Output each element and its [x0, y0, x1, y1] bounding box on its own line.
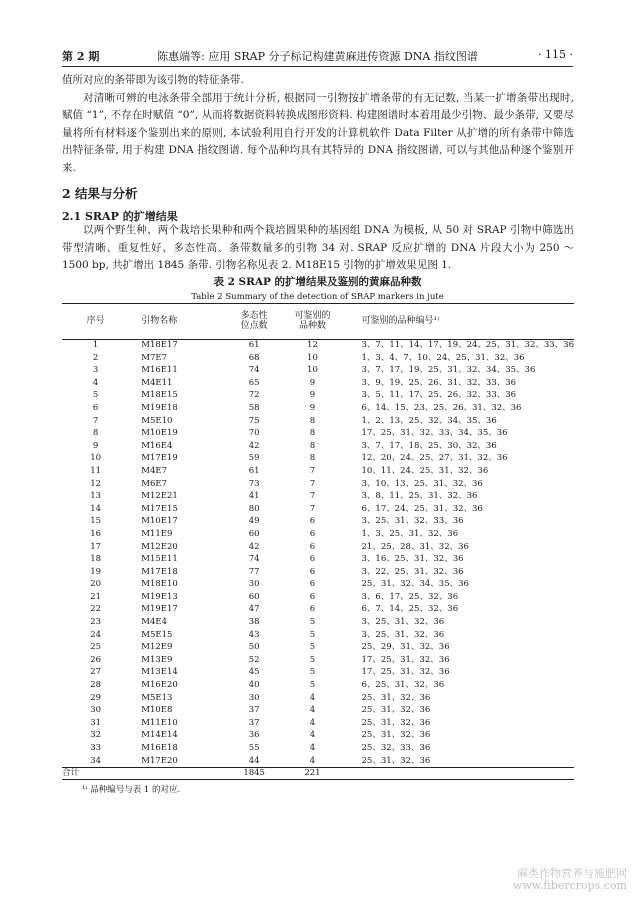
cell-no: 26: [90, 654, 102, 665]
total-identified: 221: [304, 768, 321, 779]
cell-polymorphic: 68: [248, 352, 260, 363]
cell-primer: M19E13: [141, 591, 178, 602]
cell-codes: 3、25、31、32、36: [361, 629, 445, 640]
table-row: [62, 490, 574, 503]
cell-codes: 25、31、32、34、35、36: [361, 579, 469, 590]
table-row: [62, 717, 574, 730]
table-row: [62, 755, 574, 768]
cell-identified: 10: [307, 365, 318, 376]
cell-primer: M12E9: [141, 642, 173, 653]
cell-identified: 5: [309, 617, 316, 628]
cell-polymorphic: 77: [248, 566, 260, 577]
cell-primer: M4E11: [141, 377, 173, 388]
cell-primer: M17E20: [141, 755, 178, 766]
col-header-codes: 可鉴别的品种编号¹⁾: [361, 316, 440, 326]
cell-codes: 17、25、31、32、36: [361, 667, 450, 678]
cell-no: 20: [90, 579, 102, 590]
col-header-polymorphic: 多态性 位点数: [240, 311, 268, 331]
cell-codes: 25、31、32、36: [361, 730, 431, 741]
cell-primer: M17E19: [141, 453, 178, 464]
cell-primer: M17E15: [141, 503, 178, 514]
cell-identified: 8: [309, 440, 316, 451]
table-row: [62, 440, 574, 453]
cell-codes: 3、5、11、17、25、26、32、33、36: [361, 390, 517, 401]
table-row: [62, 704, 574, 717]
table-row: [62, 452, 574, 465]
cell-codes: 3、25、31、32、33、36: [361, 516, 464, 527]
cell-codes: 3、9、19、25、26、31、32、33、36: [361, 377, 517, 388]
cell-primer: M18E10: [141, 579, 178, 590]
cell-identified: 8: [309, 415, 316, 426]
running-header: [62, 48, 573, 64]
cell-primer: M12E21: [141, 491, 178, 502]
cell-codes: 1、3、4、7、10、24、25、31、32、36: [361, 352, 525, 363]
table-caption-en: Table 2 Summary of the detection of SRAP markers in jute: [191, 292, 444, 302]
table-row: [62, 679, 574, 692]
cell-identified: 6: [309, 566, 316, 577]
cell-polymorphic: 49: [248, 516, 260, 527]
cell-no: 4: [92, 377, 99, 388]
cell-identified: 9: [309, 390, 316, 401]
table-row: [62, 692, 574, 705]
cell-no: 16: [90, 528, 102, 539]
cell-identified: 6: [309, 591, 316, 602]
table-row: [62, 503, 574, 516]
table-row: [62, 591, 574, 604]
cell-identified: 7: [309, 503, 316, 514]
cell-no: 19: [90, 566, 102, 577]
cell-identified: 4: [309, 730, 316, 741]
total-label: 合计: [62, 768, 80, 779]
col-header-primer: 引物名称: [141, 316, 178, 326]
table-row: [62, 541, 574, 554]
cell-polymorphic: 30: [248, 692, 260, 703]
subsection-heading-2-1: 2.1 SRAP 的扩增结果: [62, 210, 178, 223]
paragraph-methods: 对清晰可辨的电泳条带全部用于统计分析, 根据同一引物按扩增条带的有无记数, 当某一扩增条带出现时, 赋值 “1”, 不存在时赋值 “0”, 从而将数据资料转换成图形资料. 构建图谱时本着用最少引物、最少条带, 又要尽量将所有材料逐个鉴别出来的原则, 本试验利用自行开发的计算机软件 Data Filter 从扩增的所有条带中筛选出特征条带, 用于构建 DNA 指纹图谱. 每个品种均具有其特异的 DNA 指纹图谱, 可以与其他品种逐个鉴别开来.: [62, 91, 574, 174]
cell-codes: 3、25、31、32、36: [361, 617, 445, 628]
cell-no: 3: [92, 365, 99, 376]
cell-polymorphic: 42: [248, 541, 260, 552]
cell-primer: M4E4: [141, 617, 168, 628]
cell-primer: M19E17: [141, 604, 178, 615]
page-number: · 115 ·: [538, 48, 573, 61]
cell-polymorphic: 80: [248, 503, 260, 514]
cell-codes: 25、31、32、36: [361, 717, 431, 728]
table-caption-cn: 表 2 SRAP 的扩增结果及鉴别的黄麻品种数: [213, 276, 422, 288]
cell-primer: M16E11: [141, 365, 178, 376]
cell-identified: 5: [309, 667, 316, 678]
cell-codes: 6、25、31、32、36: [361, 680, 445, 691]
cell-no: 10: [90, 453, 102, 464]
cell-no: 22: [90, 604, 102, 615]
cell-primer: M19E18: [141, 402, 178, 413]
cell-codes: 3、6、17、25、32、36: [361, 591, 459, 602]
srap-results-table: [62, 303, 574, 780]
cell-codes: 3、7、17、18、25、30、32、36: [361, 440, 497, 451]
cell-identified: 7: [309, 491, 316, 502]
cell-polymorphic: 75: [248, 415, 260, 426]
cell-identified: 7: [309, 465, 316, 476]
cell-no: 15: [90, 516, 102, 527]
cell-identified: 12: [307, 340, 318, 350]
cell-no: 9: [92, 440, 99, 451]
table-row: [62, 528, 574, 541]
cell-no: 34: [90, 755, 102, 766]
cell-identified: 6: [309, 516, 316, 527]
cell-polymorphic: 38: [248, 617, 260, 628]
cell-polymorphic: 74: [248, 365, 260, 376]
table-row: [62, 389, 574, 402]
table-row: [62, 377, 574, 390]
cell-no: 6: [92, 402, 99, 413]
issue-number: 第 2 期: [62, 50, 100, 63]
cell-identified: 7: [309, 478, 316, 489]
table-row: [62, 553, 574, 566]
cell-primer: M18E15: [141, 390, 178, 401]
table-row: [62, 352, 574, 365]
cell-identified: 5: [309, 680, 316, 691]
table-total-row: [62, 767, 574, 780]
cell-polymorphic: 47: [248, 604, 260, 615]
cell-identified: 4: [309, 717, 316, 728]
cell-identified: 5: [309, 654, 316, 665]
cell-primer: M11E9: [141, 528, 173, 539]
header-rule: [62, 66, 573, 67]
cell-no: 21: [90, 591, 102, 602]
cell-primer: M10E8: [141, 705, 173, 716]
cell-polymorphic: 36: [248, 730, 260, 741]
cell-codes: 6、7、14、25、32、36: [361, 604, 459, 615]
cell-polymorphic: 59: [248, 453, 260, 464]
cell-codes: 3、16、25、31、32、36: [361, 554, 464, 565]
cell-polymorphic: 45: [248, 667, 260, 678]
table-row: [62, 427, 574, 440]
cell-codes: 1、3、25、31、32、36: [361, 528, 459, 539]
body-text-results: [62, 222, 574, 275]
table-row: [62, 415, 574, 428]
cell-polymorphic: 55: [248, 743, 260, 753]
cell-primer: M16E4: [141, 440, 173, 451]
cell-polymorphic: 74: [248, 554, 260, 565]
cell-no: 31: [90, 717, 102, 728]
cell-polymorphic: 65: [248, 377, 260, 388]
cell-identified: 6: [309, 554, 316, 565]
cell-polymorphic: 70: [248, 428, 260, 439]
table-row: [62, 566, 574, 579]
cell-no: 8: [92, 428, 99, 439]
cell-primer: M13E14: [141, 667, 178, 678]
table-row: [62, 364, 574, 377]
cell-primer: M16E20: [141, 680, 178, 691]
table-row: [62, 616, 574, 629]
running-title: 陈惠端等: 应用 SRAP 分子标记构建黄麻进传资源 DNA 指纹图谱: [157, 50, 478, 63]
cell-identified: 4: [309, 705, 316, 716]
col-header-no: 序号: [86, 316, 105, 326]
cell-identified: 8: [309, 453, 316, 464]
cell-polymorphic: 72: [248, 390, 260, 401]
cell-polymorphic: 60: [248, 528, 260, 539]
table-row: [62, 465, 574, 478]
cell-primer: M17E18: [141, 566, 178, 577]
watermark-url: www.fibercrops.com: [512, 879, 627, 892]
cell-identified: 4: [309, 755, 316, 766]
cell-codes: 21、25、28、31、32、36: [361, 541, 469, 552]
cell-primer: M11E10: [141, 717, 178, 728]
cell-polymorphic: 42: [248, 440, 260, 451]
cell-primer: M4E7: [141, 465, 168, 476]
cell-polymorphic: 37: [248, 705, 260, 716]
cell-primer: M10E17: [141, 516, 178, 527]
cell-no: 7: [92, 415, 99, 426]
cell-polymorphic: 40: [248, 680, 260, 691]
cell-primer: M13E9: [141, 654, 173, 665]
cell-no: 25: [90, 642, 102, 653]
table-row: [62, 729, 574, 742]
watermark-cn: 麻类作物营养与施肥网: [517, 867, 627, 880]
cell-no: 13: [90, 491, 102, 502]
table-footnote: ¹⁾ 品种编号与表 1 的对应.: [82, 785, 181, 795]
table-row: [62, 478, 574, 491]
cell-polymorphic: 44: [248, 755, 260, 766]
cell-codes: 1、2、13、25、32、34、35、36: [361, 415, 497, 426]
cell-identified: 5: [309, 642, 316, 653]
cell-codes: 3、7、11、14、17、19、24、25、31、32、33、36: [361, 340, 574, 350]
cell-no: 33: [90, 743, 102, 753]
cell-no: 30: [90, 705, 102, 716]
cell-codes: 12、20、24、25、27、31、32、36: [361, 453, 508, 464]
cell-no: 18: [90, 554, 102, 565]
cell-primer: M14E14: [141, 730, 178, 741]
table-row: [62, 654, 574, 667]
cell-identified: 6: [309, 579, 316, 590]
cell-polymorphic: 60: [248, 591, 260, 602]
table-row: [62, 339, 574, 352]
table-row: [62, 578, 574, 591]
cell-no: 17: [90, 541, 102, 552]
continued-line: 值所对应的条带即为该引物的特征条带.: [62, 74, 244, 86]
cell-primer: M6E7: [141, 478, 168, 489]
cell-primer: M16E18: [141, 743, 178, 753]
table-body: [62, 339, 574, 767]
cell-no: 29: [90, 692, 102, 703]
cell-no: 32: [90, 730, 102, 741]
cell-no: 27: [90, 667, 102, 678]
cell-identified: 6: [309, 528, 316, 539]
cell-polymorphic: 30: [248, 579, 260, 590]
cell-identified: 10: [307, 352, 318, 363]
cell-primer: M5E15: [141, 629, 173, 640]
cell-no: 11: [90, 465, 102, 476]
total-polymorphic: 1845: [243, 768, 265, 779]
cell-no: 2: [92, 352, 99, 363]
total-codes-empty: [342, 767, 574, 780]
cell-polymorphic: 73: [248, 478, 260, 489]
cell-primer: M7E7: [141, 352, 168, 363]
cell-identified: 5: [309, 629, 316, 640]
cell-codes: 17、25、31、32、33、34、35、36: [361, 428, 508, 439]
body-text-top: [62, 72, 574, 177]
cell-codes: 25、31、32、36: [361, 755, 431, 766]
cell-polymorphic: 41: [248, 491, 260, 502]
cell-no: 23: [90, 617, 102, 628]
cell-no: 28: [90, 680, 102, 691]
cell-no: 14: [90, 503, 102, 514]
cell-codes: 3、7、17、19、25、31、32、34、35、36: [361, 365, 536, 376]
table-row: [62, 629, 574, 642]
cell-identified: 4: [309, 692, 316, 703]
cell-polymorphic: 58: [248, 402, 260, 413]
cell-polymorphic: 52: [248, 654, 260, 665]
table-header-row: [62, 303, 574, 339]
cell-polymorphic: 61: [248, 340, 260, 350]
cell-identified: 8: [309, 428, 316, 439]
table-row: [62, 742, 574, 755]
cell-codes: 6、17、24、25、31、32、36: [361, 503, 483, 514]
cell-codes: 25、29、31、32、36: [361, 642, 450, 653]
cell-no: 12: [90, 478, 102, 489]
cell-codes: 25、32、33、36: [361, 743, 431, 753]
table-row: [62, 603, 574, 616]
cell-identified: 6: [309, 604, 316, 615]
paragraph-results: 以两个野生种、两个栽培长果种和两个栽培圆果种的基因组 DNA 为模板, 从 50 对 SRAP 引物中筛选出带型清晰、重复性好、多态性高、条带数量多的引物 34 对. SRAP 反应扩增的 DNA 片段大小为 250 ～ 1500 bp, 共扩增出 1845 条带. 引物名称见表 2. M18E15 引物的扩增效果见图 1.: [62, 224, 574, 271]
cell-codes: 10、11、24、25、31、32、36: [361, 465, 489, 476]
cell-identified: 9: [309, 402, 316, 413]
cell-codes: 25、31、32、36: [361, 705, 431, 716]
cell-primer: M18E17: [141, 340, 178, 350]
cell-codes: 17、25、31、32、36: [361, 654, 450, 665]
cell-codes: 6、14、15、23、25、26、31、32、36: [361, 402, 522, 413]
cell-codes: 3、22、25、31、32、36: [361, 566, 464, 577]
table-row: [62, 515, 574, 528]
table-row: [62, 666, 574, 679]
cell-no: 1: [92, 340, 99, 350]
cell-identified: 4: [309, 743, 316, 753]
cell-polymorphic: 50: [248, 642, 260, 653]
cell-primer: M15E11: [141, 554, 178, 565]
cell-polymorphic: 61: [248, 465, 260, 476]
section-heading-2: 2 结果与分析: [62, 186, 138, 201]
cell-primer: M5E10: [141, 415, 173, 426]
table-row: [62, 402, 574, 415]
cell-identified: 6: [309, 541, 316, 552]
cell-identified: 9: [309, 377, 316, 388]
cell-codes: 25、31、32、36: [361, 692, 431, 703]
cell-primer: M10E19: [141, 428, 178, 439]
cell-no: 5: [92, 390, 99, 401]
cell-primer: M12E20: [141, 541, 178, 552]
cell-polymorphic: 43: [248, 629, 260, 640]
watermark: [513, 868, 627, 892]
col-header-identified: 可鉴别的 品种数: [294, 311, 331, 331]
cell-polymorphic: 37: [248, 717, 260, 728]
cell-codes: 3、10、13、25、31、32、36: [361, 478, 483, 489]
total-empty: [129, 767, 225, 780]
table-row: [62, 641, 574, 654]
cell-codes: 3、8、11、25、31、32、36: [361, 491, 478, 502]
cell-primer: M5E13: [141, 692, 173, 703]
cell-no: 24: [90, 629, 102, 640]
